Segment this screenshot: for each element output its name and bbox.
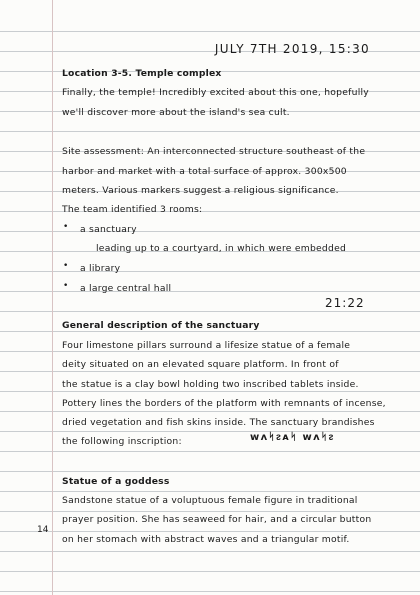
statue-line: Sandstone statue of a voluptuous female figure in traditional [62, 495, 358, 506]
page-number: 14 [37, 525, 49, 535]
statue-line: prayer position. She has seaweed for hair, and a circular button [62, 514, 372, 525]
assessment-line: Site assessment: An interconnected structure southeast of the [62, 146, 366, 157]
entry-time: 21:22 [325, 296, 365, 310]
intro-line: we'll discover more about the island's sea cult. [62, 107, 290, 118]
margin-line [52, 0, 53, 595]
intro-line: Finally, the temple! Incredibly excited about this one, hopefully [62, 87, 369, 98]
statue-line: on her stomach with abstract waves and a triangular motif. [62, 534, 350, 545]
location-heading: Location 3-5. Temple complex [62, 68, 222, 79]
bullet-dot: • [63, 222, 69, 232]
sanctuary-line: the following inscription: [62, 436, 182, 447]
sanctuary-heading: General description of the sanctuary [62, 320, 260, 331]
sanctuary-line: the statue is a clay bowl holding two inscribed tablets inside. [62, 379, 359, 390]
assessment-line: The team identified 3 rooms: [62, 204, 203, 215]
room-item: a library [80, 263, 121, 274]
bullet-dot: • [63, 261, 69, 271]
assessment-line: harbor and market with a total surface of approx. 300x500 [62, 166, 347, 177]
bullet-dot: • [63, 281, 69, 291]
sanctuary-line: Four limestone pillars surround a lifesize statue of a female [62, 340, 351, 351]
room-item: a large central hall [80, 283, 172, 294]
sanctuary-line: deity situated on an elevated square platform. In front of [62, 359, 339, 370]
assessment-line: meters. Various markers suggest a religious significance. [62, 185, 339, 196]
sanctuary-line: Pottery lines the borders of the platform with remnants of incense, [62, 398, 386, 409]
room-item: a sanctuary [80, 224, 137, 235]
room-item-note: leading up to a courtyard, in which were embedded [96, 243, 347, 254]
temple-inscription: ᴡᴧᛋᴤᴀᛋ ᴡᴧᛋᴤ [250, 432, 335, 443]
entry-date: JULY 7TH 2019, 15:30 [214, 42, 370, 56]
sanctuary-line: dried vegetation and fish skins inside. The sanctuary brandishes [62, 417, 375, 428]
statue-heading: Statue of a goddess [62, 476, 170, 487]
